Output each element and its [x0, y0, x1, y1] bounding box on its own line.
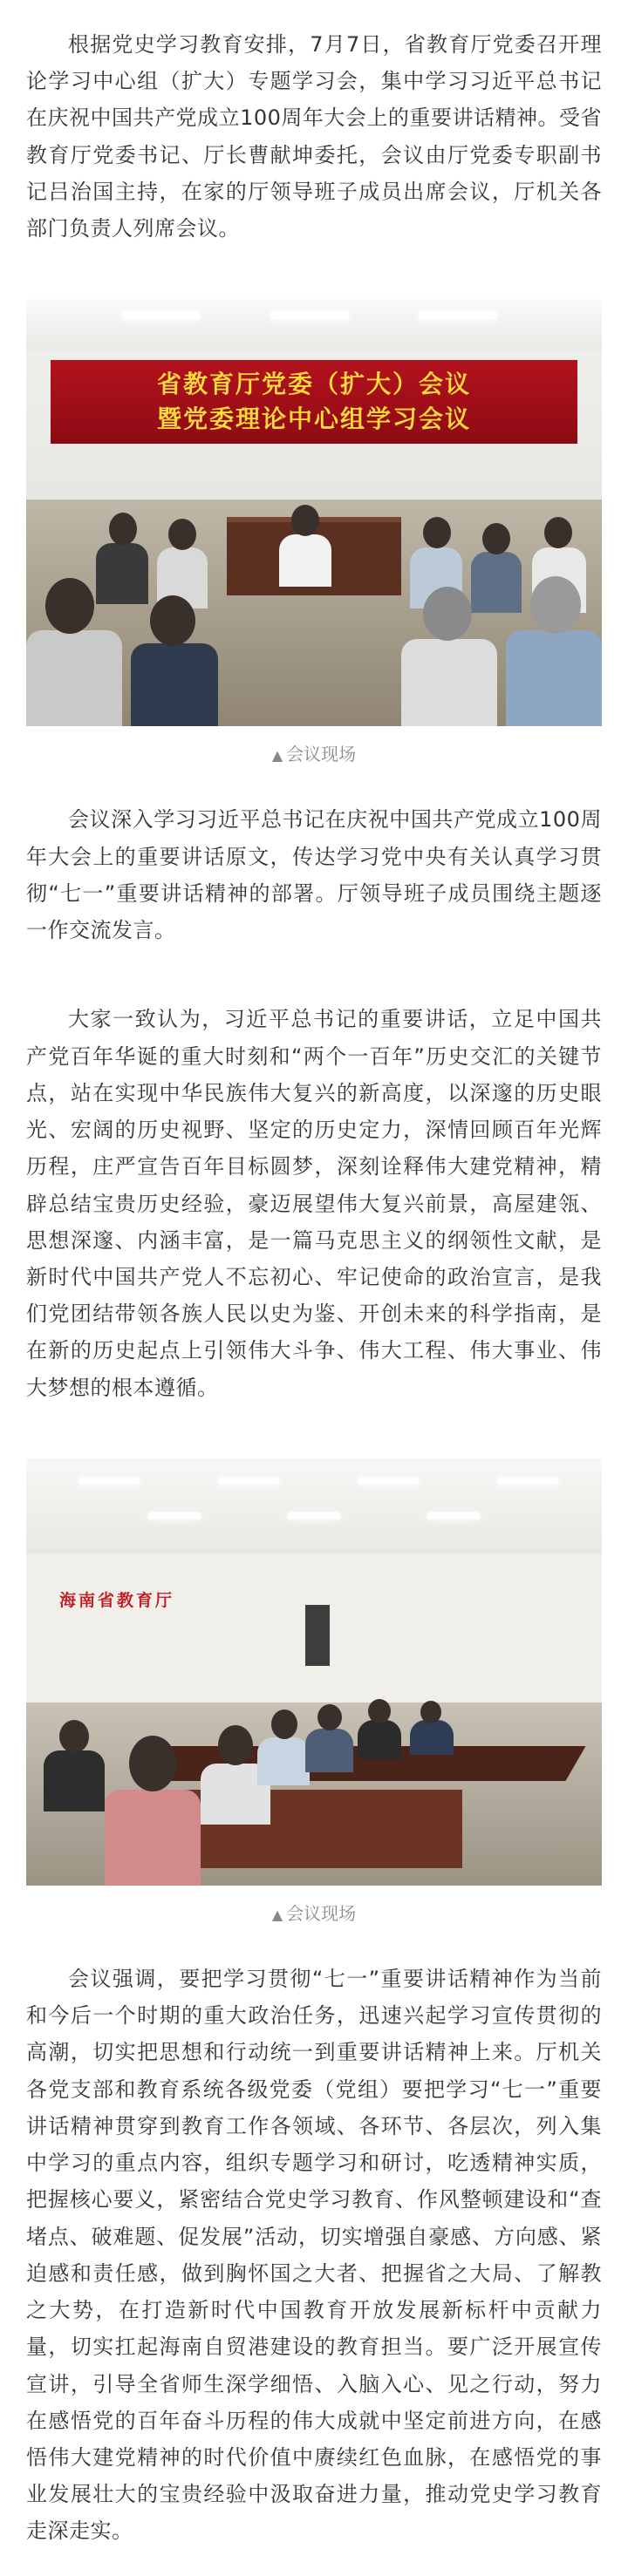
attendee-head: [420, 1701, 441, 1723]
attendee-head: [129, 1736, 176, 1791]
attendee-head: [368, 1699, 391, 1723]
up-triangle-icon: ▲: [271, 1906, 283, 1923]
attendee-head: [45, 578, 94, 634]
attendee: [105, 1790, 201, 1886]
article-paragraph: 会议强调，要把学习贯彻“七一”重要讲话精神作为当前和今后一个时期的重大政治任务，迅速兴起学习宣传贯彻的高潮，切实把思想和行动统一到重要讲话精神上来。厅机关各党支部和教育系统各级党委（党组）要把学习“七一”重要讲话精神贯穿到教育工作各领域、各环节、各层次，列入集中学习的重点内容，组织专题学习和研讨，吃透精神实质，把握核心要义，紧密结合党史学习教育、作风整顿建设和“查堵点、破难题、促发展”活动，切实增强自豪感、方向感、紧迫感和责任感，做到胸怀国之大者、把握省之大局、了解教之大势，在打造新时代中国教育开放发展新标杆中贡献力量，切实扛起海南自贸港建设的教育担当。要广泛开展宣传宣讲，引导全省师生深学细悟、入脑入心、见之行动，努力在感悟党的百年奋斗历程的伟大成就中坚定前进方向，在感悟伟大建党精神的时代价值中赓续红色血脉，在感悟党的事业发展壮大的宝贵经验中汲取奋进力量，推动党史学习教育走深走实。: [26, 1966, 602, 2544]
ceiling-light: [288, 1512, 340, 1519]
attendee: [131, 643, 218, 726]
attendee: [506, 630, 602, 726]
ceiling-light: [427, 1512, 480, 1519]
attendee: [471, 552, 522, 613]
attendee-head: [218, 1725, 253, 1765]
article-figure: [26, 1458, 602, 1926]
attendee-head: [271, 1709, 297, 1739]
attendee: [410, 1720, 454, 1755]
attendee-head: [150, 595, 195, 646]
attendee: [358, 1720, 401, 1759]
meeting-banner: [51, 360, 577, 444]
attendee: [305, 1729, 353, 1772]
caption-text: 会议现场: [286, 744, 357, 765]
attendee: [257, 1737, 310, 1785]
photo-ceiling: [26, 1458, 602, 1554]
article-paragraph: 根据党史学习教育安排，7月7日，省教育厅党委召开理论学习中心组（扩大）专题学习会，集中学习习近平总书记在庆祝中国共产党成立100周年大会上的重要讲话精神。受省教育厅党委书记、厅长曹献坤委托，会议由厅党委专职副书记吕治国主持，在家的厅领导班子成员出席会议，厅机关各部门负责人列席会议。: [26, 32, 602, 241]
meeting-photo: [26, 299, 602, 726]
attendee: [26, 630, 122, 726]
attendee-head: [317, 1704, 342, 1730]
attendee-head: [530, 576, 581, 634]
ceiling-light: [358, 1478, 419, 1485]
banner-line: 省教育厅党委（扩大）会议: [156, 370, 471, 399]
attendee: [44, 1750, 105, 1811]
attendee: [279, 534, 331, 587]
wall-door: [305, 1605, 330, 1666]
banner-line: 暨党委理论中心组学习会议: [156, 404, 471, 434]
photo-caption: [26, 742, 602, 766]
article-paragraph: 大家一致认为，习近平总书记的重要讲话，立足中国共产党百年华诞的重大时刻和“两个一百年”历史交汇的关键节点，站在实现中华民族伟大复兴的新高度，以深邃的历史眼光、宏阔的历史视野、坚定的历史定力，深情回顾百年光辉历程，庄严宣告百年目标圆梦，深刻诠释伟大建党精神，精辟总结宝贵历史经验，豪迈展望伟大复兴前景，高屋建瓴、思想深邃、内涵丰富，是一篇马克思主义的纲领性文献，是新时代中国共产党人不忘初心、牢记使命的政治宣言，是我们党团结带领各族人民以史为鉴、开创未来的科学指南，是在新的历史起点上引领伟大斗争、伟大工程、伟大事业、伟大梦想的根本遵循。: [26, 1007, 602, 1400]
ceiling-lamp: [270, 311, 349, 320]
attendee-head: [423, 587, 472, 641]
article-figure: [26, 299, 602, 766]
attendee: [401, 639, 497, 726]
meeting-photo: [26, 1458, 602, 1886]
ceiling-light: [148, 1512, 201, 1519]
attendee: [96, 543, 148, 604]
ceiling-lamp: [419, 311, 497, 320]
photo-caption: [26, 1901, 602, 1926]
ceiling-light: [497, 1478, 558, 1485]
ceiling-light: [78, 1478, 140, 1485]
up-triangle-icon: ▲: [271, 747, 283, 765]
wall-sign: 海南省教育厅: [59, 1590, 175, 1610]
caption-text: 会议现场: [286, 1902, 357, 1924]
photo-ceiling: [26, 299, 602, 351]
attendee-head: [59, 1720, 89, 1753]
ceiling-light: [218, 1478, 279, 1485]
article-paragraph: 会议深入学习习近平总书记在庆祝中国共产党成立100周年大会上的重要讲话原文，传达学习党中央有关认真学习贯彻“七一”重要讲话精神的部署。厅领导班子成员围绕主题逐一作交流发言。: [26, 807, 602, 943]
ceiling-lamp: [122, 311, 201, 320]
